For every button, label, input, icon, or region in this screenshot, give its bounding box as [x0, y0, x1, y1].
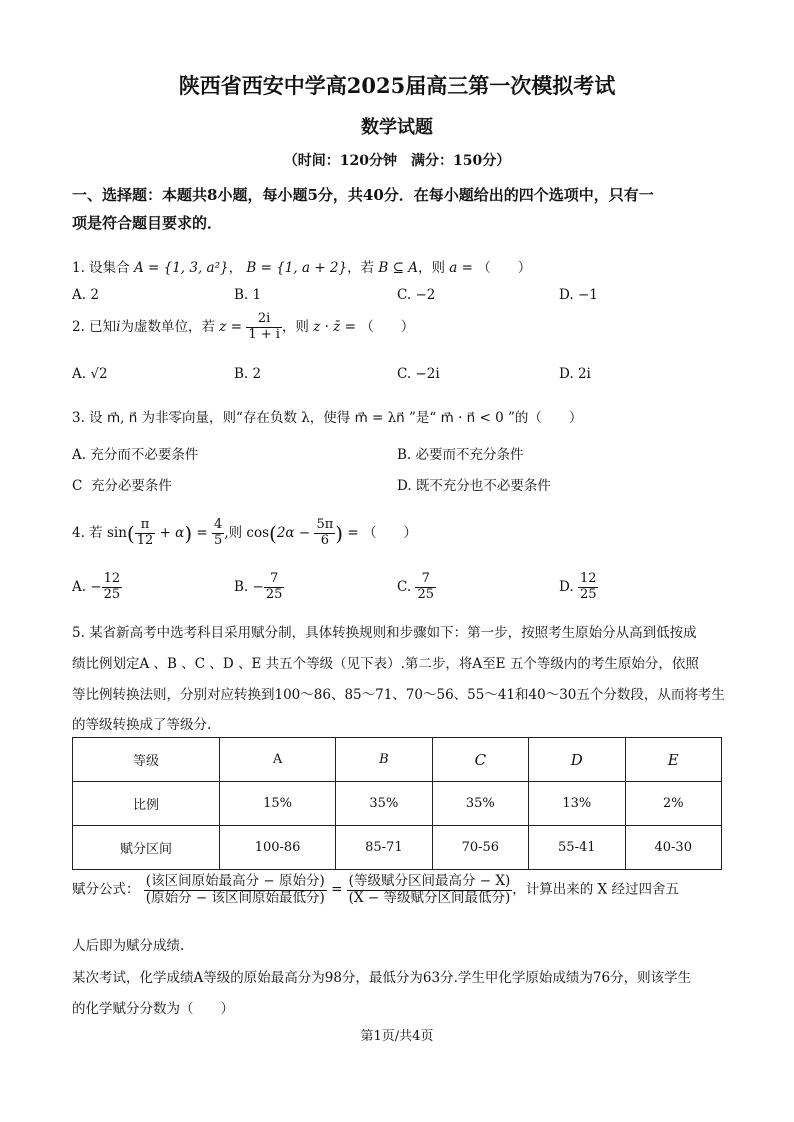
option-value: −2: [415, 287, 436, 303]
numerator-text: 等级赋分区间最高分 − X: [353, 873, 505, 889]
formula-right-fraction: [347, 874, 513, 906]
option-value: √2: [90, 366, 108, 382]
question-1-stem: [72, 256, 531, 276]
q2-prefix: 2. 已知: [72, 318, 117, 335]
table-cell: 2%: [625, 782, 722, 826]
q4-eq: =: [196, 524, 208, 541]
option-label: C.: [397, 287, 412, 303]
option-value: 1: [252, 287, 262, 303]
option-value: 2i: [577, 366, 591, 382]
table-cell: 40-30: [625, 826, 722, 870]
denominator: 25: [103, 586, 121, 602]
table-row: [73, 826, 722, 870]
numerator: 7: [415, 572, 436, 588]
q1-option-a[interactable]: [72, 287, 99, 303]
q5-para2-line1: 某次考试，化学成绩A等级的原始最高分为98分，最低分为63分.学生甲化学原始成绩为76分，则该学生: [72, 970, 692, 986]
q1-comma: ，: [228, 260, 243, 276]
numerator: 12: [103, 571, 121, 586]
numerator: 12: [579, 571, 597, 586]
denominator-text: 原始分 − 该区间原始最低分: [151, 889, 320, 906]
q2-option-a[interactable]: [72, 366, 108, 382]
question-3-stem: 3. 设 m⃗, n⃗ 为非零向量，则“存在负数 λ，使得 m⃗ = λn⃗ ”是“ m⃗ · n⃗ < 0 ”的（ ）: [72, 410, 583, 426]
numerator: 7: [264, 572, 285, 588]
q3-option-a[interactable]: [72, 443, 198, 463]
section-heading-line1: 一、选择题：本题共8小题，每小题5分，共40分．在每小题给出的四个选项中，只有一: [72, 186, 654, 204]
q1-option-d[interactable]: [559, 287, 598, 303]
table-cell: 55-41: [529, 826, 625, 870]
q1-middle: ，若: [347, 260, 375, 276]
option-value: 既不充分也不必要条件: [415, 478, 551, 494]
left-paren: (: [126, 521, 135, 546]
q5-para1-line3: 等比例转换法则，分别对应转换到100～86、85～71、70～56、55～41和40～30五个分数段，从而将考生: [72, 687, 725, 703]
q2-option-c[interactable]: [397, 366, 440, 382]
numerator: (该区间原始最高分 − 原始分): [145, 873, 325, 889]
q3-option-b[interactable]: [397, 443, 524, 463]
denominator-text: X − 等级赋分区间最低分: [353, 889, 505, 906]
q5-para2-line2: 的化学赋分分数为（ ）: [72, 1001, 234, 1017]
option-label: C.: [397, 366, 412, 382]
q4-option-b[interactable]: [234, 572, 284, 603]
numerator: 4: [214, 517, 223, 532]
grade-table: [72, 737, 722, 870]
table-cell: 100-86: [220, 826, 336, 870]
option-label: B.: [397, 447, 412, 463]
q1-ask: a =: [449, 260, 473, 276]
formula-tail: ，计算出来的 X 经过四舍五: [512, 881, 679, 898]
denominator: 25: [265, 586, 283, 602]
option-label: C: [72, 478, 83, 494]
row-header: 等级: [73, 738, 220, 782]
denominator: (原始分 − 该区间原始最低分): [145, 889, 325, 906]
right-paren: ): [184, 521, 193, 546]
numerator: π: [135, 518, 156, 534]
q4-option-d[interactable]: [559, 572, 598, 603]
q2-mid: 为虚数单位，若: [120, 318, 215, 335]
q2-paren: （ ）: [360, 318, 415, 335]
exam-title: 陕西省西安中学高2025届高三第一次模拟考试: [178, 73, 616, 98]
scoring-formula: [72, 874, 679, 906]
q5-para1-line2: 绩比例划定A 、B 、C 、D 、E 共五个等级（见下表）.第二步，将A至E 五个等级内的考生原始分，依照: [72, 656, 699, 672]
option-label: B.: [234, 287, 249, 303]
q1-prefix: 1. 设集合: [72, 260, 130, 276]
q4-then: ,则: [224, 524, 243, 541]
q1-set-b: B = {1, a + 2}: [246, 260, 348, 276]
q3-option-c[interactable]: [72, 474, 172, 494]
left-paren: (: [269, 521, 277, 546]
q2-expression: z · z̄ =: [313, 318, 356, 335]
option-value: 2: [252, 366, 262, 382]
table-cell: D: [529, 738, 625, 782]
q5-para1-line1: 5. 某省新高考中选考科目采用赋分制，具体转换规则和步骤如下：第一步，按照考生原始分从高到低按成: [72, 625, 697, 641]
option-label: D.: [559, 366, 574, 382]
option-label: A.: [72, 287, 87, 303]
formula-equals: =: [331, 881, 343, 898]
q4-alpha: + α: [159, 524, 185, 541]
q2-i: i: [116, 318, 121, 335]
q4-frac-4-5: [212, 518, 224, 549]
denominator: (X − 等级赋分区间最低分): [348, 889, 511, 906]
option-label: B.: [234, 578, 249, 595]
row-header: 比例: [73, 782, 220, 826]
denominator: 5: [214, 532, 223, 548]
q1-option-c[interactable]: [397, 287, 435, 303]
q1-paren: （ ）: [477, 260, 532, 276]
formula-tail-line2: 人后即为赋分成绩.: [72, 938, 185, 954]
time-info: （时间：120分钟 满分：150分）: [283, 153, 511, 169]
q4-frac-5pi-6: [314, 518, 335, 549]
q2-numerator: 2i: [246, 312, 282, 328]
option-value: 充分必要条件: [90, 478, 172, 494]
option-label: D.: [559, 287, 574, 303]
table-cell: 85-71: [336, 826, 432, 870]
option-fraction: [415, 572, 436, 603]
q3-option-d[interactable]: [397, 474, 551, 494]
right-paren: ): [335, 521, 344, 546]
option-fraction: [578, 572, 599, 603]
table-cell: 13%: [529, 782, 625, 826]
table-cell: B: [336, 738, 432, 782]
question-2-stem: [72, 312, 414, 343]
option-label: A.: [72, 447, 87, 463]
q1-tail: ，则: [417, 260, 445, 276]
option-fraction: [102, 572, 123, 603]
table-cell: C: [432, 738, 528, 782]
option-value: 必要而不充分条件: [415, 447, 524, 463]
numerator-text: 该区间原始最高分 − 原始分: [151, 873, 320, 889]
q5-para1-line4: 的等级转换成了等级分.: [72, 717, 212, 733]
q4-cos: cos: [246, 524, 270, 541]
denominator: 6: [320, 532, 329, 548]
q4-frac-pi-12: [135, 518, 156, 549]
exam-subtitle: 数学试题: [361, 117, 433, 138]
option-sign: −: [252, 578, 264, 595]
table-cell: A: [220, 738, 336, 782]
page-footer: 第1页/共4页: [360, 1029, 434, 1044]
option-value: −1: [577, 287, 598, 303]
denominator: 25: [417, 586, 434, 602]
option-value: −2i: [415, 366, 440, 382]
option-label: C.: [397, 578, 412, 595]
q2-fraction: [246, 312, 282, 343]
numerator: (等级赋分区间最高分 − X): [348, 873, 511, 889]
formula-left-fraction: [144, 874, 327, 906]
option-label: A.: [72, 366, 87, 382]
q1-set-a: A = {1, 3, a²}: [133, 260, 229, 276]
q2-tail: ，则: [281, 318, 309, 335]
table-cell: 35%: [336, 782, 432, 826]
formula-label: 赋分公式：: [72, 881, 140, 898]
q1-condition: B ⊆ A: [378, 260, 418, 276]
q2-option-d[interactable]: [559, 366, 591, 382]
section-heading-line2: 项是符合题目要求的．: [72, 214, 223, 232]
table-row: [73, 782, 722, 826]
denominator: 12: [136, 532, 154, 548]
q4-option-c[interactable]: [397, 572, 436, 603]
table-row: [73, 738, 722, 782]
option-label: D.: [559, 578, 574, 595]
row-header: 赋分区间: [73, 826, 220, 870]
q1-option-b[interactable]: [234, 287, 261, 303]
numerator: 5π: [316, 517, 334, 532]
q4-option-a[interactable]: [72, 572, 122, 603]
option-fraction: [264, 572, 285, 603]
table-cell: 35%: [432, 782, 528, 826]
q4-cos-inner: 2α −: [276, 524, 311, 541]
q4-paren: = （ ）: [347, 524, 417, 541]
table-cell: 15%: [220, 782, 336, 826]
option-value: 2: [90, 287, 99, 303]
table-cell: 70-56: [432, 826, 528, 870]
q4-sin: sin: [106, 524, 127, 541]
option-label: B.: [234, 366, 249, 382]
q2-denominator: 1 + i: [248, 326, 280, 342]
option-value: 充分而不必要条件: [90, 447, 199, 463]
option-label: A.: [72, 578, 87, 595]
q2-z-eq: z =: [219, 318, 243, 335]
q4-prefix: 4. 若: [72, 524, 103, 541]
question-4-stem: [72, 518, 417, 549]
option-label: D.: [397, 478, 412, 494]
table-cell: E: [625, 738, 722, 782]
q2-option-b[interactable]: [234, 366, 261, 382]
denominator: 25: [579, 586, 597, 602]
option-sign: −: [90, 578, 102, 595]
